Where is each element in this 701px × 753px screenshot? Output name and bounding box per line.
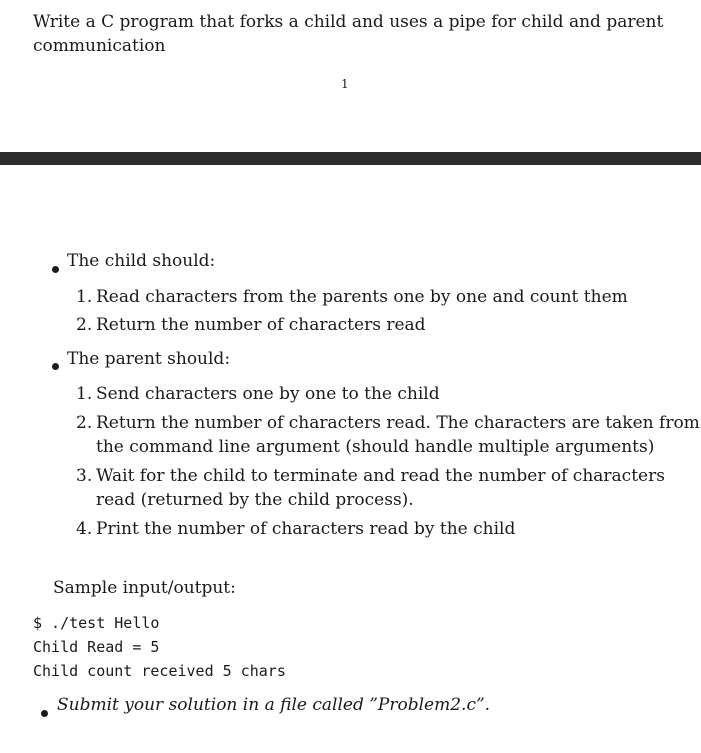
item-text: Print the number of characters read by the child bbox=[96, 519, 516, 539]
sample-line-1: $ ./test Hello bbox=[33, 614, 160, 632]
bullet-dot bbox=[52, 266, 59, 273]
child-item-1 bbox=[76, 285, 628, 309]
bullet-dot bbox=[52, 363, 59, 370]
parent-item-2 bbox=[76, 411, 700, 435]
item-number: 3. bbox=[76, 466, 93, 486]
sample-line-3: Child count received 5 chars bbox=[33, 662, 286, 680]
item-number: 2. bbox=[76, 315, 93, 335]
page-divider bbox=[0, 152, 701, 165]
intro-paragraph: Write a C program that forks a child and uses a pipe for child and parent communication bbox=[33, 12, 664, 56]
item-text: Send characters one by one to the child bbox=[96, 384, 440, 404]
item-number: 1. bbox=[76, 384, 93, 404]
bullet-parent bbox=[52, 355, 59, 363]
item-number: 4. bbox=[76, 519, 93, 539]
bullet-child bbox=[52, 258, 59, 266]
submit-note: Submit your solution in a file called ”Problem2.c”. bbox=[57, 695, 491, 715]
parent-item-3-cont: read (returned by the child process). bbox=[96, 490, 414, 510]
parent-item-3 bbox=[76, 464, 665, 488]
item-number: 1. bbox=[76, 287, 93, 307]
child-heading: The child should: bbox=[67, 251, 216, 271]
bullet-submit bbox=[41, 702, 48, 710]
sample-label: Sample input/output: bbox=[53, 578, 236, 598]
page-number: 1 bbox=[341, 77, 349, 91]
item-number: 2. bbox=[76, 413, 93, 433]
parent-item-4 bbox=[76, 517, 515, 541]
parent-heading: The parent should: bbox=[67, 349, 231, 369]
parent-item-1 bbox=[76, 382, 440, 406]
sample-line-2: Child Read = 5 bbox=[33, 638, 160, 656]
parent-item-2-cont: the command line argument (should handle multiple arguments) bbox=[96, 437, 655, 457]
item-text: Return the number of characters read bbox=[96, 315, 426, 335]
item-text-line1: Wait for the child to terminate and read the number of characters bbox=[96, 466, 665, 486]
child-item-2 bbox=[76, 313, 426, 337]
item-text-line1: Return the number of characters read. The characters are taken from bbox=[96, 413, 700, 433]
item-text: Read characters from the parents one by one and count them bbox=[96, 287, 628, 307]
bullet-dot bbox=[41, 710, 48, 717]
